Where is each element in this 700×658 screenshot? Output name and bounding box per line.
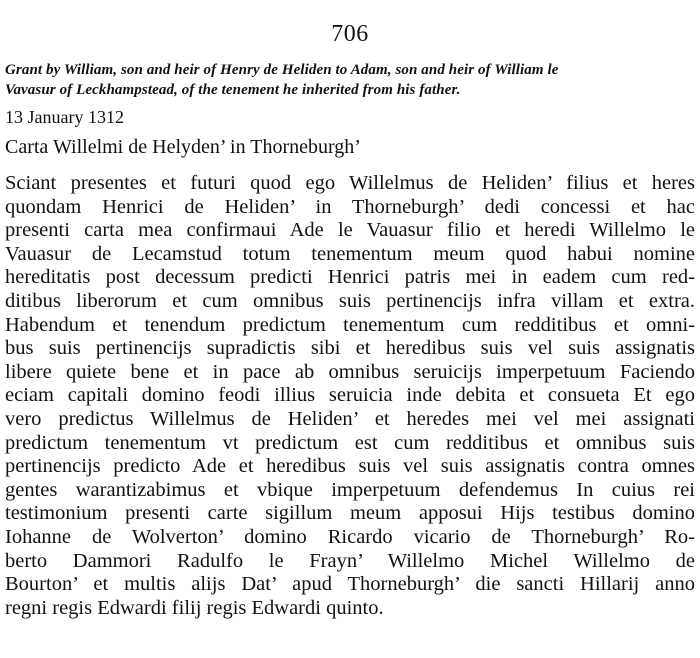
document-date: 13 January 1312 <box>5 107 124 127</box>
body-line: hereditatis post decessum predicti Henrici patris mei in eadem cum red- <box>5 266 695 289</box>
body-line: Iohanne de Wolverton’ domino Ricardo vicario de Thorneburgh’ Ro- <box>5 525 695 548</box>
body-line: testimonium presenti carte sigillum meum apposui Hijs testibus domino <box>5 502 695 525</box>
body-line: predictum tenementum vt predictum est cum redditibus et omnibus suis <box>5 431 695 454</box>
charter-body <box>5 172 695 620</box>
body-line: vero predictus Willelmus de Heliden’ et heredes mei vel mei assignati <box>5 407 695 430</box>
body-line: presenti carta mea confirmaui Ade le Vauasur filio et heredi Willelmo le <box>5 219 695 242</box>
body-line: Bourton’ et multis alijs Dat’ apud Thorneburgh’ die sancti Hillarij anno <box>5 573 695 596</box>
charter-heading: Carta Willelmi de Helyden’ in Thorneburgh’ <box>5 136 361 158</box>
body-line: ditibus liberorum et cum omnibus suis pertinencijs infra villam et extra. <box>5 289 695 312</box>
body-line: berto Dammori Radulfo le Frayn’ Willelmo Michel Willelmo de <box>5 549 695 572</box>
body-line: pertinencijs predicto Ade et heredibus suis vel suis assignatis contra omnes <box>5 455 695 478</box>
body-line: regni regis Edwardi filij regis Edwardi quinto. <box>5 596 384 619</box>
document-number: 706 <box>331 21 369 47</box>
body-line: quondam Henrici de Heliden’ in Thorneburgh’ dedi concessi et hac <box>5 195 695 218</box>
body-line: Vauasur de Lecamstud totum tenementum meum quod habui nomine <box>5 242 695 265</box>
body-line: gentes warantizabimus et vbique imperpetuum defendemus In cuius rei <box>5 478 695 501</box>
body-line: Sciant presentes et futuri quod ego Willelmus de Heliden’ filius et heres <box>5 172 695 194</box>
body-line: Habendum et tenendum predictum tenementum cum redditibus et omni- <box>5 313 695 336</box>
summary-line: Grant by William, son and heir of Henry de Heliden to Adam, son and heir of William le <box>5 62 559 78</box>
summary-line: Vavasur of Leckhampstead, of the tenement he inherited from his father. <box>5 82 461 98</box>
body-line: libere quiete bene et in pace ab omnibus seruicijs imperpetuum Faciendo <box>5 360 695 383</box>
document-summary <box>5 60 695 100</box>
body-line: eciam capitali domino feodi illius seruicia inde debita et consueta Et ego <box>5 384 695 407</box>
body-line: bus suis pertinencijs supradictis sibi et heredibus suis vel suis assignatis <box>5 337 695 360</box>
